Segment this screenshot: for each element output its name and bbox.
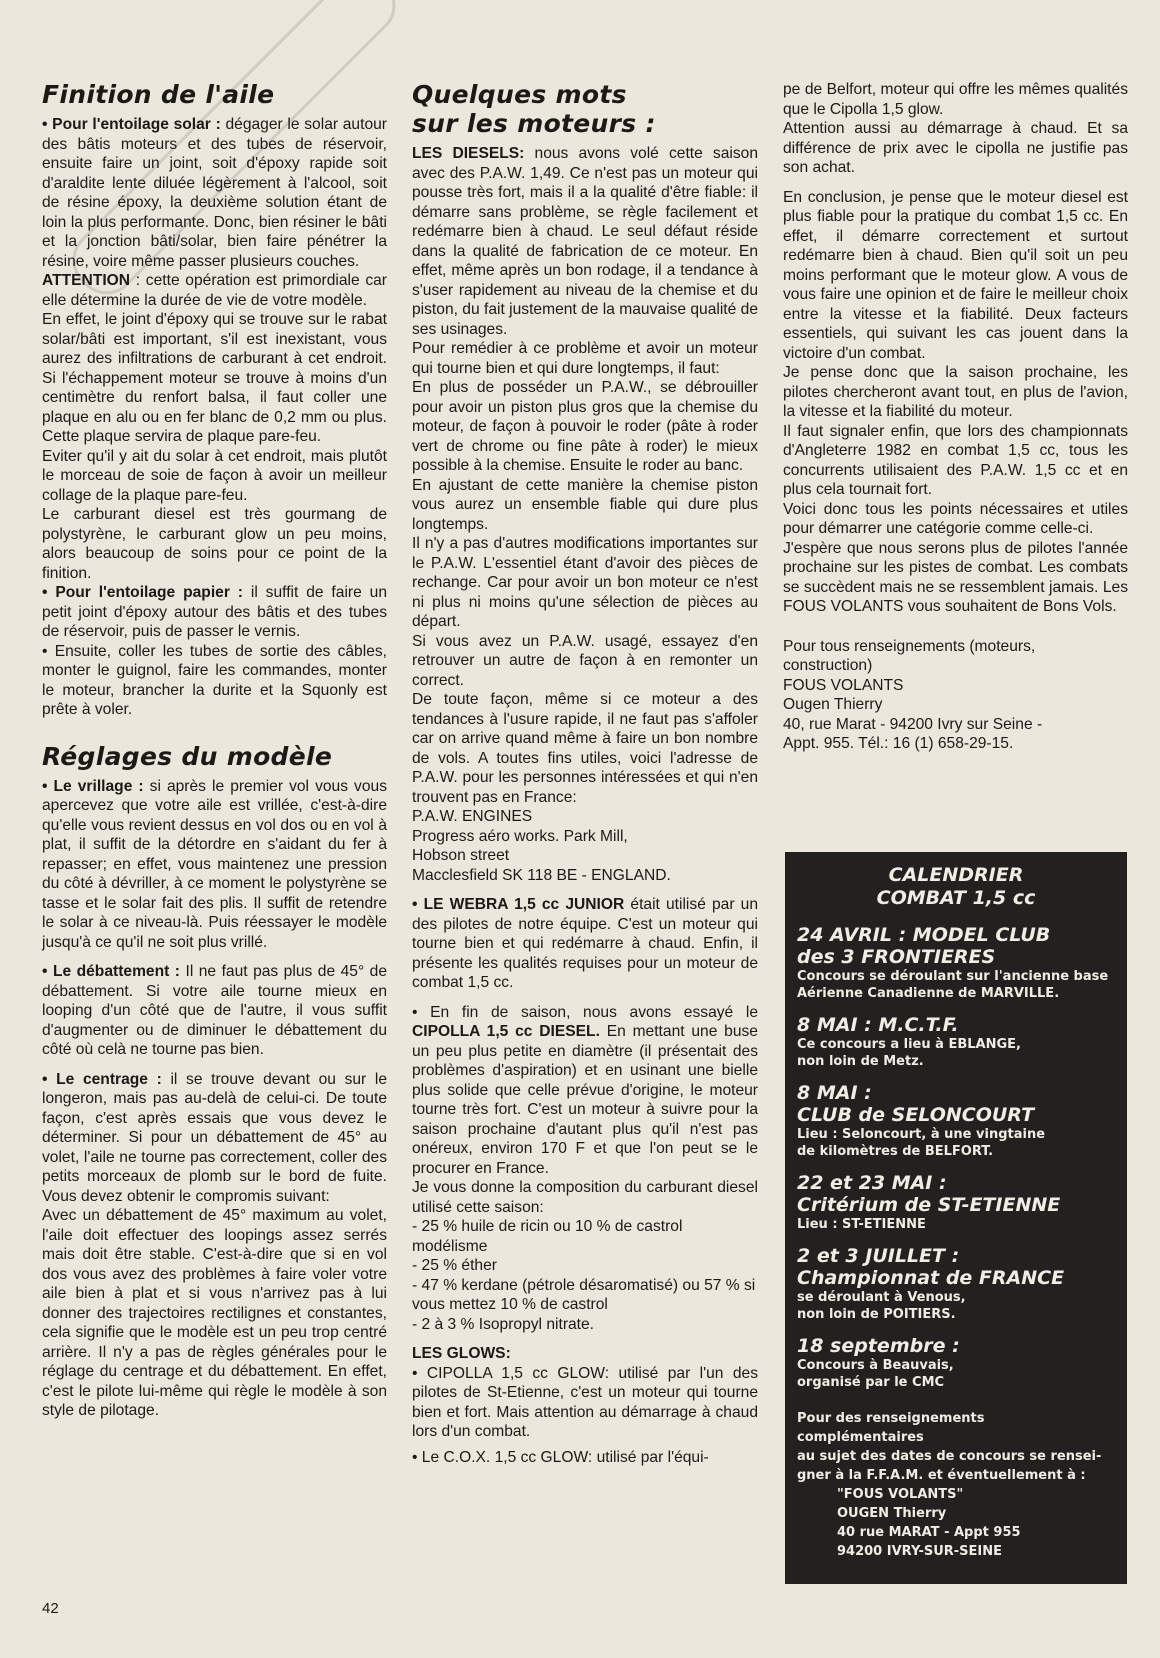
paragraph: Il n'y a pas d'autres modifications importantes sur le P.A.W. L'essentiel étant d'avoir des pièces de rechange. Car pour avoir un bon moteur ce n'est ni plus ni moins qu'une sélection de pièces au départ. [412,535,758,630]
body-text: : cette opération est primordiale car elle détermine la durée de vie de votre modèle. [42,272,387,309]
column-right [783,80,1128,754]
paragraph [412,144,758,339]
contact-line: Ougen Thierry [783,696,883,713]
paragraph [42,962,387,1060]
info-line: gner à la F.F.A.M. et éventuellement à : [797,1468,1086,1483]
event-heading: CLUB de SELONCOURT [797,1104,1035,1126]
event-text: Concours à Beauvais, [797,1358,954,1373]
paragraph: Il faut signaler enfin, que lors des championnats d'Angleterre 1982 en combat 1,5 cc, tous les concurrents utilisaient des P.A.W. 1,5 cc et en plus cela tournait fort. [783,422,1128,498]
section-title-reglages: Réglages du modèle [42,741,333,771]
calendar-box [785,852,1127,1584]
contact-line: FOUS VOLANTS [783,676,904,694]
calendar-title [797,864,1115,910]
list-item: - 2 à 3 % Isopropyl nitrate. [412,1315,595,1333]
event-text: se déroulant à Venous, [797,1290,966,1305]
info-address-line: "FOUS VOLANTS" [837,1487,964,1502]
page-number: 42 [42,1600,59,1617]
paragraph: Pour remédier à ce problème et avoir un moteur qui tourne bien et qui dure longtemps, il faut: [412,340,758,377]
calendar-event [797,1082,1115,1160]
event-text: Lieu : Seloncourt, à une vingtaine [797,1127,1046,1142]
lead-text: CIPOLLA 1,5 cc DIESEL. [412,1023,600,1040]
event-text: Concours se déroulant sur l'ancienne base [797,969,1109,984]
body-text: était utilisé par un des pilotes de notre équipe. C'est un moteur qui tourne bien et qui redémarre à chaud. Enfin, il présente les qualités requises pour un moteur de combat 1,5 cc. [412,896,758,991]
info-address-line: 40 rue MARAT - Appt 955 [837,1525,1021,1540]
lead-text: • Le centrage : [42,1071,162,1088]
paragraph [42,1070,387,1207]
event-text: Lieu : ST-ETIENNE [797,1217,926,1232]
subheading-glows: LES GLOWS: [412,1345,511,1362]
paragraph [412,1003,758,1179]
paragraph: Avec un débattement de 45° maximum au volet, l'aile doit effectuer des loopings assez serrés mais doit être stable. C'est-à-dire que si en vol dos vous avez des problèmes à faire voler votre aile bien à plat et si vous n'arrivez pas à lui donner des trajectoires rectilignes et constantes, cela signifie que le modèle est un peu trop centré arrière. Il n'y a pas de règles générales pour le réglage du centrage et du débattement. En effet, c'est le pilote lui-même qui règle le modèle à son style de pilotage. [42,1207,387,1419]
paragraph [42,115,387,271]
address-line: P.A.W. ENGINES [412,808,533,825]
column-middle [412,80,758,1467]
info-address-line: OUGEN Thierry [837,1506,947,1521]
calendar-event [797,1172,1115,1233]
event-text: de kilomètres de BELFORT. [797,1144,994,1159]
paragraph: • Le C.O.X. 1,5 cc GLOW: utilisé par l'équi- [412,1448,758,1468]
lead-text: • Pour l'entoilage papier : [42,584,243,601]
lead-text: LES DIESELS: [412,145,525,162]
event-heading: 24 AVRIL : MODEL CLUB [797,924,1051,946]
event-text: Ce concours a lieu à EBLANGE, [797,1037,1021,1052]
paragraph: Attention aussi au démarrage à chaud. Et sa différence de prix avec le cipolla ne justifie pas son achat. [783,120,1128,176]
contact-line: Pour tous renseignements (moteurs, construction) [783,637,1036,674]
event-heading: 18 septembre : [797,1335,960,1357]
event-text: non loin de POITIERS. [797,1307,956,1322]
paragraph: J'espère que nous serons plus de pilotes l'année prochaine sur les pistes de combat. Les combats se succèdent mais ne se ressemblent jamais. Les FOUS VOLANTS vous souhaitent de Bons Vols. [783,539,1128,615]
list-item: - 47 % kerdane (pétrole désaromatisé) ou 57 % si vous mettez 10 % de castrol [412,1276,756,1313]
section-title-finition: Finition de l'aile [42,80,275,109]
body-text: il se trouve devant ou sur le longeron, mais pas au-delà de celui-ci. De toute façon, c'est après essais que vous devez le déterminer. Si pour un débattement de 45° au volet, l'aile ne tourne pas correctement, coller des petits morceaux de plomb sur le bord de fuite. Vous devez obtenir le compromis suivant: [42,1070,388,1205]
body-text: Il ne faut pas plus de 45° de débattement. Si votre aile tourne mieux en looping d'un côté que de l'autre, il vous suffit d'augmenter ou de diminuer le débattement du côté où celà ne tourne pas bien. [42,963,387,1058]
lead-text: • Pour l'entoilage solar : [42,116,221,133]
contact-line: 40, rue Marat - 94200 Ivry sur Seine - [783,715,1043,733]
lead-text: • LE WEBRA 1,5 cc JUNIOR [412,896,624,913]
paragraph: • Ensuite, coller les tubes de sortie des câbles, monter le guignol, faire les commandes, monter le moteur, brancher la durite et la Squonly est prête à voler. [42,642,387,720]
section-title-moteurs-line1: Quelques mots [412,80,627,109]
event-heading: Championnat de FRANCE [797,1267,1065,1289]
paragraph [42,583,387,642]
body-text: nous avons volé cette saison avec des P.A.W. 1,49. Ce n'est pas un moteur qui pousse très fort, mais il a la qualité d'être fiable: il démarre sans problème, se règle facilement et redémarre bien à chaud. Le seul défaut réside dans la qualité de fabrication de ce moteur. En effet, même après un bon rodage, il a tendance à s'user rapidement au niveau de la chemise et du piston, du fait justement de la mauvaise qualité de ses usinages. [412,145,758,338]
contact-block [783,637,1128,754]
info-line: au sujet des dates de concours se rensei- [797,1449,1102,1464]
info-address-line: 94200 IVRY-SUR-SEINE [837,1544,1003,1559]
address-block [412,807,758,885]
body-text: En mettant une buse un peu plus petite en diamètre (il présentait des problèmes d'aspiration) et en usinant une bielle plus solide que celle prévue d'origine, le moteur tourne très fort. C'est un moteur à suivre pour la saison prochaine d'autant plus qu'il n'est pas onéreux, environ 170 F et que l'on peut se le procurer en France. [412,1023,758,1177]
paragraph: Le carburant diesel est très gourmang de polystyrène, le carburant glow un peu moins, alors beaucoup de soins pour ce point de la finition. [42,506,387,582]
event-heading: 8 MAI : M.C.T.F. [797,1014,959,1036]
event-heading: 22 et 23 MAI : [797,1172,947,1194]
event-text: organisé par le CMC [797,1375,945,1390]
paragraph: En plus de posséder un P.A.W., se débrouiller pour avoir un piston plus gros que la chemise du moteur, de façon à pouvoir le roder (pâte à roder vert de chrome ou fine pâte à roder) le mieux possible à la chemise. Ensuite le roder au banc. [412,379,758,474]
paragraph: Si vous avez un P.A.W. usagé, essayez d'en retrouver un autre de façon à en remonter un correct. [412,632,758,689]
paragraph: Eviter qu'il y ait du solar à cet endroit, mais plutôt le morceau de soie de façon à avoir un meilleur collage de la plaque pare-feu. [42,447,387,504]
section-title-moteurs-line2: sur les moteurs : [412,109,656,138]
paragraph [412,895,758,993]
calendar-info [797,1409,1115,1561]
lead-text: • Le débattement : [42,963,180,980]
list-item: - 25 % huile de ricin ou 10 % de castrol modélisme [412,1218,683,1255]
address-line: Hobson street [412,847,510,864]
info-line: Pour des renseignements complémentaires [797,1411,985,1445]
paragraph: En effet, le joint d'époxy qui se trouve sur le rabat solar/bâti est important, s'il est inexistant, vous aurez des infiltrations de carburant à cet endroit. Si l'échappement moteur se trouve à moins d'un centimètre du renfort balsa, il faut coller une plaque en alu ou en fer blanc de 0,2 mm ou plus. Cette plaque servira de plaque pare-feu. [42,311,387,445]
event-heading: 2 et 3 JUILLET : [797,1245,960,1267]
column-left [42,80,387,1421]
calendar-event [797,1014,1115,1070]
calendar-title-line: COMBAT 1,5 cc [876,887,1036,909]
paragraph [42,271,387,310]
lead-text: • Le vrillage : [42,778,144,795]
paragraph [42,777,387,953]
lead-text: ATTENTION [42,272,131,289]
calendar-title-line: CALENDRIER [888,864,1024,886]
paragraph: Je pense donc que la saison prochaine, les pilotes chercheront avant tout, en plus de l'avion, la vitesse et la fiabilité du moteur. [783,364,1128,420]
address-line: Macclesfield SK 118 BE - ENGLAND. [412,866,671,884]
event-text: Aérienne Canadienne de MARVILLE. [797,986,1060,1001]
event-heading: 8 MAI : [797,1082,872,1104]
contact-line: Appt. 955. Tél.: 16 (1) 658-29-15. [783,735,1014,752]
event-text: non loin de Metz. [797,1054,924,1069]
paragraph: Voici donc tous les points nécessaires et utiles pour démarrer une catégorie comme celle-ci. [783,500,1128,537]
paragraph: De toute façon, même si ce moteur a des tendances à l'usure rapide, il ne faut pas s'affoler car on arrive quand même à faire un bon nombre de vols. A toutes fins utiles, voici l'adresse de P.A.W. pour les personnes intéressées et qui n'en trouvent pas en France: [412,691,758,806]
body-text: • En fin de saison, nous avons essayé le [412,1004,758,1021]
event-heading: Critérium de ST-ETIENNE [797,1194,1061,1216]
calendar-event [797,1245,1115,1323]
body-text: dégager le solar autour des bâtis moteurs et des tubes de réservoir, ensuite faire un joint, soit d'époxy rapide soit d'araldite lente diluée légèrement à l'alcool, soit de résine époxy, la deuxième solution étant de loin la plus performante. Donc, bien résiner le bâti et la jonction bâti/solar, bien faire pénétrer la résine, voire même passer plusieurs couches. [42,116,387,270]
body-text: il suffit de faire un petit joint d'époxy autour des bâtis et des tubes de réservoir, puis de passer le vernis. [42,584,387,640]
event-heading: des 3 FRONTIERES [797,946,996,968]
calendar-event [797,1335,1115,1391]
paragraph: Je vous donne la composition du carburant diesel utilisé cette saison: [412,1179,758,1216]
paragraph: pe de Belfort, moteur qui offre les mêmes qualités que le Cipolla 1,5 glow. [783,81,1128,118]
body-text: si après le premier vol vous vous apercevez que votre aile est vrillée, c'est-à-dire qu'elle vous revient dessus en vol dos ou en vol à plat, il suffit de la détordre en s'aidant du fer à repasser; en effet, vous maintenez une pression du côté à dévriller, à ce moment le polystyrène se tasse et le solar fait des plis. Il suffit de retendre le solar à ce niveau-là. Puis réessayer le modèle jusqu'à ce qu'il ne soit plus vrillé. [42,777,387,951]
calendar-event [797,924,1115,1002]
fuel-mix-list [412,1217,758,1334]
list-item: - 25 % éther [412,1257,497,1274]
paragraph: En ajustant de cette manière la chemise piston vous aurez un ensemble fiable qui dure plus longtemps. [412,476,758,533]
paragraph: • CIPOLLA 1,5 cc GLOW: utilisé par l'un des pilotes de St-Etienne, c'est un moteur qui tourne bien et fort. Mais attention au démarrage à chaud lors d'un combat. [412,1364,758,1442]
address-line: Progress aéro works. Park Mill, [412,827,628,845]
paragraph: En conclusion, je pense que le moteur diesel est plus fiable pour la pratique du combat 1,5 cc. En effet, il démarre correctement et surtout redémarre bien à chaud. Bien qu'il soit un peu moins performant que le moteur glow. A vous de vous faire une opinion et de faire le meilleur choix entre la vitesse et la fiabilité. Deux facteurs essentiels, qui suivant les cas jouent dans la victoire d'un combat. [783,188,1128,362]
